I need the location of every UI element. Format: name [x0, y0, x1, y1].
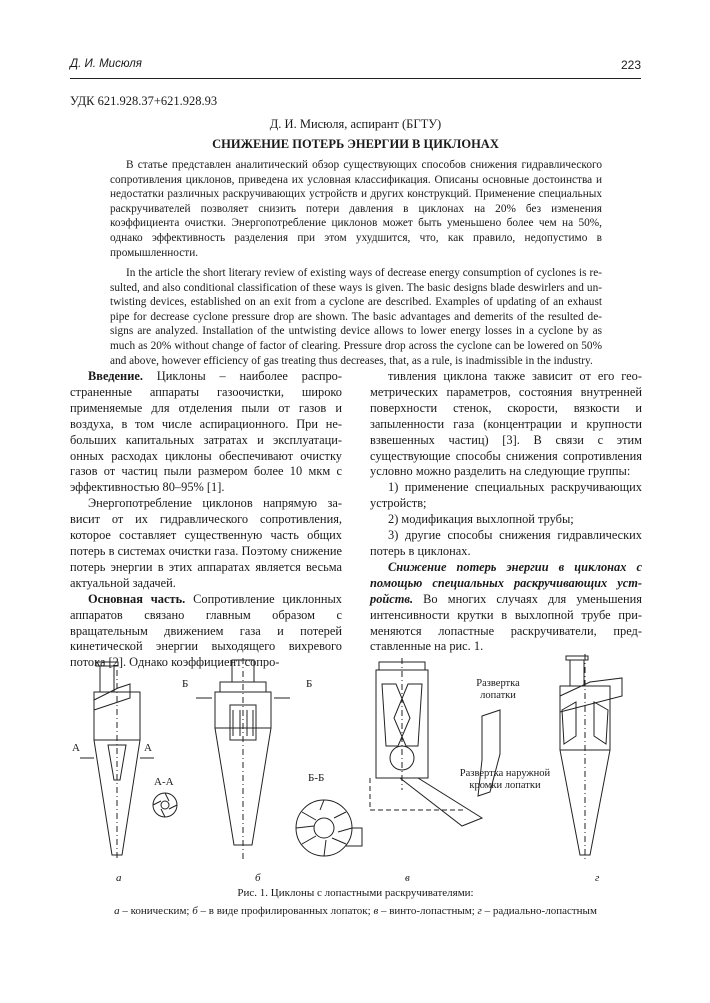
list-item-3: 3) другие способы снижения гидравлических потерь в циклонах.	[370, 528, 642, 558]
deswirlers-text: Во многих случаях для уменьшения интенсивности крутки в выхлопной трубе применяются лопастные раскручиватели, представленные на рис. 1.	[370, 591, 642, 654]
paragraph-continuation: тивления циклона также зависит от его геометрических параметров, состояния внутренней поверхности стенок, скорости, вязкости и запыленности газа (концентрации и крупности взвешенных частиц) [3]. В связи с этим существующие способы снижения сопротивления условно можно разделить на следующие группы:	[370, 369, 642, 479]
cyclone-b-drawing	[196, 658, 362, 860]
figure-caption-title: Рис. 1. Циклоны с лопастными раскручивателями:	[237, 887, 474, 899]
paragraph-energy: Энергопотребление циклонов напрямую зависит от их гидравлического сопротивления, которое составляет существенную часть общих потерь в системах очистки газа. Поэтому снижение потерь энергии в этих аппаратах является весьма актуальной задачей.	[70, 496, 342, 590]
paragraph-intro	[70, 369, 342, 496]
cyclone-g-drawing	[560, 654, 622, 860]
section-label-aa: А-А	[154, 776, 174, 788]
section-label-bb: Б-Б	[308, 772, 325, 784]
header-author: Д. И. Мисюля	[70, 58, 142, 70]
section-mark-a-right: А	[144, 742, 152, 754]
caption-text-v: – винто-лопастным;	[378, 905, 478, 917]
caption-key-a: а	[114, 905, 120, 917]
list-item-2: 2) модификация выхлопной трубы;	[388, 512, 574, 527]
figure-cyclones	[70, 650, 641, 885]
intro-text: Циклоны – наиболее распространенные аппараты газоочистки, широко применяемые для отделения пыли от газов и воздуха, в том числе аспирационного. При небольших капитальных затратах и эксплуатационных расходах циклоны обеспечивают очистку газов от частиц пыли размером более 10 мкм с эффективностью 80–95% [1].	[70, 369, 342, 495]
left-column	[70, 369, 342, 671]
main-text: Сопротивление циклонных аппаратов связано главным образом с вращательным движением газа и потерей кинетической энергии выходящего вихревого потока [2]. Однако коэффициент сопро-	[70, 591, 342, 670]
udk-code: УДК 621.928.37+621.928.93	[70, 94, 218, 108]
abstract-russian	[110, 158, 602, 260]
paragraph-deswirlers	[370, 560, 642, 655]
header-rule	[70, 78, 641, 79]
caption-key-g: г	[477, 905, 482, 917]
sublabel-a: а	[116, 872, 122, 884]
figure-caption-legend	[70, 905, 641, 917]
list-item-1: 1) применение специальных раскручивающих устройств;	[370, 480, 642, 511]
caption-text-a: – коническим;	[119, 905, 193, 917]
section-mark-b-right: Б	[306, 678, 313, 690]
byline: Д. И. Мисюля, аспирант (БГТУ)	[269, 117, 442, 131]
intro-lead: Введение.	[88, 369, 143, 383]
page-number: 223	[620, 58, 641, 72]
note-blade-development: Развертка лопатки	[476, 678, 520, 701]
caption-text-b: – в виде профилированных лопаток;	[197, 905, 374, 917]
section-mark-a-left: А	[72, 742, 80, 754]
running-header	[70, 58, 641, 76]
caption-key-v: в	[373, 905, 379, 917]
section-mark-b-left: Б	[182, 678, 189, 690]
abstract-en-text: In the article the short literary review of existing ways of decrease energy consumption of cyclones is resulted, and also conditional classification of these ways is given. The basic designs blade deswirlers and untwisting devices, established on an exit from a cyclone are described. Examples of updating of an exhaust pipe for decrease cyclone pressure drop are shown. The basic advantages and demerits of the resulted designs are analyzed. Installation of the untwisting device allows to lower energy losses in a cyclone by as much as 20% without change of factor of clearing. Pressure drop across the cyclone can be lowered on 50% and above, however efficiency of gas treating thus decreases, that, as a rule, is inadmissible in the industry.	[110, 267, 602, 367]
caption-text-g: – радиально-лопастным	[481, 905, 597, 917]
cyclone-a-drawing	[80, 662, 177, 860]
right-column	[370, 369, 642, 655]
note-edge-development: Развертка наружной кромки лопатки	[459, 768, 551, 791]
main-lead: Основная часть.	[88, 591, 186, 606]
sublabel-b: б	[255, 872, 261, 884]
caption-key-b: б	[192, 905, 198, 917]
sublabel-v: в	[405, 872, 410, 884]
abstract-english	[110, 266, 602, 368]
abstract-ru-text: В статье представлен аналитический обзор существующих способов снижения гидравлического сопротивления циклонов, приведена их условная классификация. Описаны основные достоинства и недостатки различных раскручивающих устройств и других конструкций. Применение специальных раскручивателей позволяет снизить потери давления в циклонах на 20% без изменения коэффициента очистки. Энергопотребление циклонов может быть уменьшено более чем на 50%, однако эффективность разделения при этом ухудшится, что, как правило, недопустимо в промышленности.	[110, 159, 602, 259]
deswirlers-lead: Снижение потерь энергии в циклонах с помощью специальных раскручивающих устройств.	[370, 559, 642, 606]
sublabel-g: г	[595, 872, 600, 884]
article-title: СНИЖЕНИЕ ПОТЕРЬ ЭНЕРГИИ В ЦИКЛОНАХ	[212, 137, 499, 151]
